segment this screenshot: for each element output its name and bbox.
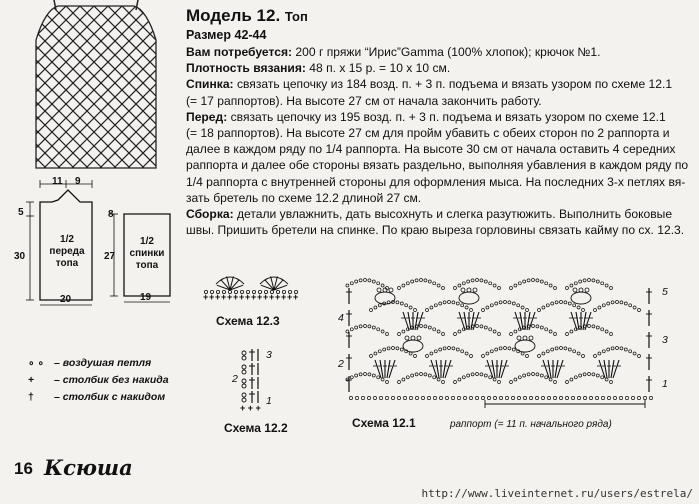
scheme-12-3-diagram: [200, 270, 305, 310]
instruction-line: Спинка: связать цепочку из 184 возд. п. + 3 п. подъема и вязать узором по схеме 12.1: [186, 77, 673, 92]
svg-text:+: +: [233, 292, 239, 302]
instruction-line: раппорта и далее обе стороны вязать раздельно, выполняя убавления в каждом ряду по: [186, 158, 689, 173]
s122-row-2: 2: [232, 373, 238, 385]
svg-text:+: +: [269, 292, 275, 302]
svg-text:+ + +: + + +: [240, 403, 261, 413]
double-crochet-icon: †: [28, 391, 34, 403]
front-piece-label: 1/2 переда топа: [49, 234, 85, 269]
rapport-note: раппорт (= 11 п. начального ряда): [450, 419, 612, 430]
s121-row-1: 1: [662, 378, 668, 390]
svg-text:+: +: [245, 292, 251, 302]
top-illustration: [22, 0, 170, 172]
magazine-logo: Ксюша: [44, 455, 133, 480]
svg-text:+: +: [221, 292, 227, 302]
back-piece-label: 1/2 спинки топа: [129, 236, 165, 271]
svg-text:+: +: [215, 292, 221, 302]
dim-top-b: 9: [75, 176, 81, 187]
s121-row-4: 4: [338, 312, 344, 324]
dim-left-top: 5: [18, 207, 24, 218]
size-line: Размер 42-44: [186, 28, 267, 42]
scheme-12-3-caption: Схема 12.3: [216, 314, 280, 328]
instruction-line: Вам потребуется: 200 г пряжи “Ирис”Gamma (100% хлопок); крючок №1.: [186, 45, 601, 59]
s122-row-3: 3: [266, 349, 272, 361]
s121-row-2: 2: [338, 358, 344, 370]
instruction-line: Плотность вязания: 48 п. х 15 р. = 10 х 10 см.: [186, 61, 451, 76]
single-crochet-icon: +: [28, 374, 35, 386]
svg-text:+: +: [293, 292, 299, 302]
page-number: 16: [14, 459, 33, 478]
dim-top-a: 11: [52, 176, 63, 187]
instruction-line: Сборка: детали увлажнить, дать высохнуть и слегка разутюжить. Выполнить боковые: [186, 207, 673, 222]
chain-icon: ∘ ∘: [28, 357, 45, 369]
instruction-line: швы. Пришить бретели на спинке. По краю выреза горловины связать кайму по сх. 12.3.: [186, 223, 685, 238]
instruction-line: далее в каждом ряду по 1/4 раппорта. На высоте 30 см от начала оставить 4 середних: [186, 142, 676, 157]
svg-text:+: +: [209, 292, 215, 302]
svg-text:+: +: [203, 292, 209, 302]
instructions: [186, 44, 694, 238]
legend-single-crochet: + – столбик без накида: [28, 372, 169, 389]
svg-text:+: +: [227, 292, 233, 302]
legend-double-crochet: † – столбик с накидом: [28, 389, 169, 406]
scheme-12-1-caption: Схема 12.1: [352, 416, 416, 430]
instruction-line: Перед: связать цепочку из 195 возд. п. + 3 п. подъема и вязать узором по схеме 12.1: [186, 109, 666, 124]
svg-text:+: +: [281, 292, 287, 302]
source-url: http://www.liveinternet.ru/users/estrela/: [421, 487, 693, 500]
svg-text:+: +: [263, 292, 269, 302]
dim-bottom-back: 19: [140, 292, 152, 303]
dim-mid-top: 8: [108, 209, 114, 220]
instruction-line: (= 18 раппортов). На высоте 27 см для пройм убавить с обеих сторон по 2 раппорта и: [186, 126, 670, 141]
svg-text:+: +: [251, 292, 257, 302]
scheme-12-1-diagram: [345, 278, 660, 410]
s122-row-1: 1: [266, 395, 272, 407]
svg-text:+: +: [287, 292, 293, 302]
instruction-line: (= 17 раппортов). На высоте 27 см от начала закончить работу.: [186, 93, 542, 108]
model-title: Модель 12. Топ: [186, 6, 308, 25]
s121-row-5: 5: [662, 286, 668, 298]
legend: [28, 355, 169, 406]
dim-bottom-front: 20: [60, 294, 72, 305]
svg-text:+: +: [257, 292, 263, 302]
s121-row-3: 3: [662, 334, 668, 346]
scheme-12-2-caption: Схема 12.2: [224, 421, 288, 435]
svg-text:+: +: [275, 292, 281, 302]
svg-text:+: +: [239, 292, 245, 302]
instruction-line: зать бретель по схеме 12.2 длиной 27 см.: [186, 190, 422, 205]
dim-left-total: 30: [14, 251, 26, 262]
dim-mid-total: 27: [104, 251, 116, 262]
instruction-line: 1/4 раппорта с внутренней стороны для оформления мыса. На последних 3-х петлях вя-: [186, 174, 686, 189]
legend-chain: ∘ ∘ – воздушая петля: [28, 355, 169, 372]
